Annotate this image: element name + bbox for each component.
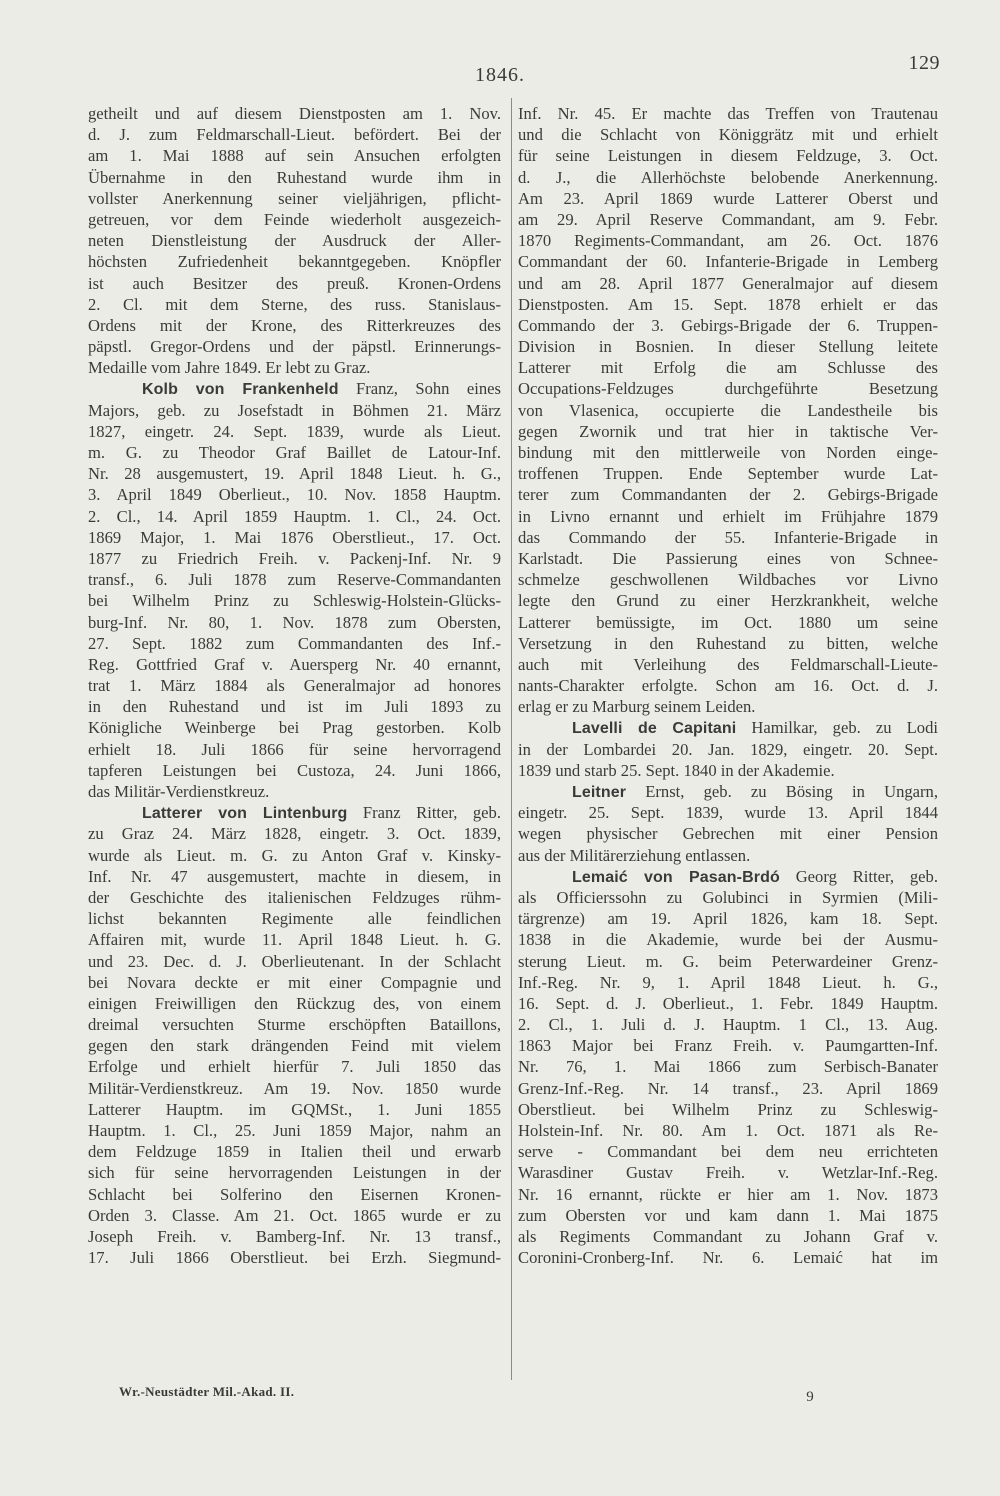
line-text: höchsten Zufriedenheit bekanntgegeben. Knöpfler xyxy=(88,252,501,272)
line-text: Holstein-Inf. Nr. 80. Am 1. Oct. 1871 als Re- xyxy=(518,1121,938,1140)
text-line xyxy=(88,1035,501,1056)
text-line xyxy=(88,1120,501,1141)
line-text: Franz, Sohn eines xyxy=(338,379,501,399)
text-line xyxy=(518,167,938,188)
line-text: Latterer Hauptm. im GQMSt., 1. Juni 1855 xyxy=(88,1099,501,1119)
text-line xyxy=(518,590,938,611)
text-line xyxy=(88,696,501,717)
text-line xyxy=(88,315,501,336)
line-text: 27. Sept. 1882 zum Commandanten des Inf.- xyxy=(88,633,501,653)
text-line xyxy=(518,633,938,654)
text-line xyxy=(518,1099,938,1120)
line-text: zum Obersten vor und kam dann 1. Mai 1875 xyxy=(518,1205,938,1225)
line-text: Versetzung in den Ruhestand zu bitten, welche xyxy=(518,633,938,653)
text-line xyxy=(88,103,501,124)
line-text: vollster Anerkennung seiner vieljährigen, pflicht- xyxy=(88,188,501,208)
line-text: Königliche Weinberge bei Prag gestorben. Kolb xyxy=(88,718,501,738)
line-text: von Vlasenica, occupierte die Landestheile bis xyxy=(518,400,938,420)
text-line xyxy=(88,484,501,505)
text-line xyxy=(88,1056,501,1077)
line-text: einigen Freiwilligen den Rückzug des, von einem xyxy=(88,993,501,1013)
right-text-column xyxy=(518,103,938,1378)
text-line xyxy=(88,273,501,294)
text-line xyxy=(88,188,501,209)
text-line xyxy=(518,1247,938,1268)
line-text: Dienstposten. Am 15. Sept. 1878 erhielt er das xyxy=(518,294,938,314)
text-line xyxy=(518,612,938,633)
line-text: Majors, geb. zu Josefstadt in Böhmen 21. März xyxy=(88,400,501,420)
line-text: Occupations-Feldzuges durchgeführte Besetzung xyxy=(518,379,938,399)
line-text: legte den Grund zu einer Herzkrankheit, welche xyxy=(518,591,938,611)
line-text: getreuen, vor dem Feinde wiederholt ausgezeich- xyxy=(88,209,501,229)
text-line xyxy=(88,400,501,421)
line-text: Hauptm. 1. Cl., 25. Juni 1859 Major, nahm an xyxy=(88,1121,501,1140)
line-text: Franz Ritter, geb. xyxy=(347,803,501,823)
text-line xyxy=(88,1078,501,1099)
line-text: getheilt und auf diesem Dienstposten am 1. Nov. xyxy=(88,104,501,123)
line-text: Ordens mit der Krone, des Ritterkreuzes des xyxy=(88,315,501,335)
line-text: Coronini-Cronberg-Inf. Nr. 6. Lemaić hat im xyxy=(518,1248,938,1268)
text-line xyxy=(88,357,501,378)
text-line xyxy=(518,929,938,950)
line-text: der Geschichte des italienischen Feldzuges rühm- xyxy=(88,887,501,907)
text-line xyxy=(88,675,501,696)
text-line xyxy=(518,1162,938,1183)
line-text: Militär-Verdienstkreuz. Am 19. Nov. 1850 wurde xyxy=(88,1078,501,1098)
text-line xyxy=(518,1078,938,1099)
line-text: serve - Commandant bei dem neu errichteten xyxy=(518,1142,938,1162)
text-line xyxy=(88,442,501,463)
text-line xyxy=(88,823,501,844)
line-text: Grenz-Inf.-Reg. Nr. 14 transf., 23. April 1869 xyxy=(518,1078,938,1098)
line-text: Latterer mit Erfolg die am Schlusse des xyxy=(518,358,938,378)
line-text: Georg Ritter, geb. xyxy=(779,866,938,886)
line-text: Inf. Nr. 47 ausgemustert, machte in diesem, in xyxy=(88,866,501,886)
text-line xyxy=(518,315,938,336)
footer-signature: Wr.-Neustädter Mil.-Akad. II. xyxy=(119,1384,295,1399)
line-text: Schlacht bei Solferino den Eisernen Kronen- xyxy=(88,1184,501,1204)
line-text: Affairen mit, wurde 11. April 1848 Lieut. h. G. xyxy=(88,930,501,950)
line-text: Karlstadt. Die Passierung eines von Schnee- xyxy=(518,548,938,568)
text-line xyxy=(518,442,938,463)
line-text: und am 28. April 1877 Generalmajor auf diesem xyxy=(518,273,938,293)
line-text: Division in Bosnien. In dieser Stellung leitete xyxy=(518,337,938,357)
line-text: tärgrenze) am 19. April 1826, kam 18. Sept. xyxy=(518,909,938,929)
line-text: aus der Militärerziehung entlassen. xyxy=(518,845,751,865)
text-line xyxy=(518,400,938,421)
text-line xyxy=(88,124,501,145)
text-line xyxy=(88,866,501,887)
text-line xyxy=(518,760,938,781)
text-line xyxy=(518,1120,938,1141)
line-text: 2. Cl., 14. April 1859 Hauptm. 1. Cl., 24. Oct. xyxy=(88,506,501,526)
entry-heading-line xyxy=(518,717,938,738)
line-text: d. J. zum Feldmarschall-Lieut. befördert. Bei der xyxy=(88,125,501,145)
text-line xyxy=(518,569,938,590)
text-line xyxy=(518,802,938,823)
text-line xyxy=(88,421,501,442)
text-line xyxy=(88,929,501,950)
text-line xyxy=(88,167,501,188)
text-line xyxy=(88,145,501,166)
text-line xyxy=(88,908,501,929)
text-line xyxy=(88,845,501,866)
text-line xyxy=(518,696,938,717)
line-text: wurde als Lieut. m. G. zu Anton Graf v. Kinsky- xyxy=(88,845,501,865)
line-text: Nr. 76, 1. Mai 1866 zum Serbisch-Banater xyxy=(518,1057,938,1077)
text-line xyxy=(518,1014,938,1035)
line-text: ist auch Besitzer des preuß. Kronen-Ordens xyxy=(88,273,501,293)
line-text: bindung mit den mittlerweile von Norden einge- xyxy=(518,443,938,462)
text-line xyxy=(88,1162,501,1183)
line-text: zu Graz 24. März 1828, eingetr. 3. Oct. 1839, xyxy=(88,824,501,844)
text-line xyxy=(518,251,938,272)
line-text: Medaille vom Jahre 1849. Er lebt zu Graz. xyxy=(88,358,371,378)
line-text: Inf.-Reg. Nr. 9, 1. April 1848 Lieut. h. G., xyxy=(518,972,938,992)
line-text: transf., 6. Juli 1878 zum Reserve-Commandanten xyxy=(88,570,501,590)
line-text: nants-Charakter erfolgte. Schon am 16. Oct. d. J. xyxy=(518,676,938,696)
entry-name: Latterer von Lintenburg xyxy=(142,805,348,823)
entry-name: Kolb von Frankenheld xyxy=(142,381,339,399)
line-text: 3. April 1849 Oberlieut., 10. Nov. 1858 Hauptm. xyxy=(88,485,501,505)
line-text: 16. Sept. d. J. Oberlieut., 1. Febr. 1849 Hauptm. xyxy=(518,993,938,1013)
text-line xyxy=(88,569,501,590)
line-text: das Commando der 55. Infanterie-Brigade in xyxy=(518,527,938,547)
line-text: 1839 und starb 25. Sept. 1840 in der Akademie. xyxy=(518,760,835,780)
line-text: 1863 Major bei Franz Freih. v. Paumgartten-Inf. xyxy=(518,1036,938,1056)
line-text: auch mit Verleihung des Feldmarschall-Lieute- xyxy=(518,654,938,674)
line-text: für seine Leistungen in diesem Feldzuge, 3. Oct. xyxy=(518,146,938,166)
line-text: in der Lombardei 20. Jan. 1829, eingetr. 20. Sept. xyxy=(518,739,938,759)
line-text: gegen Zwornik und trat hier in taktische Ver- xyxy=(518,421,938,441)
line-text: in den Ruhestand und ist im Juli 1893 zu xyxy=(88,697,501,717)
text-line xyxy=(518,548,938,569)
line-text: bei Wilhelm Prinz zu Schleswig-Holstein-Glücks- xyxy=(88,591,501,611)
line-text: Commandant der 60. Infanterie-Brigade in Lemberg xyxy=(518,252,938,272)
line-text: burg-Inf. Nr. 80, 1. Nov. 1878 zum Obersten, xyxy=(88,612,501,632)
text-line xyxy=(88,463,501,484)
text-line xyxy=(518,506,938,527)
text-line xyxy=(88,527,501,548)
running-header-year: 1846. xyxy=(475,64,525,86)
line-text: erhielt 18. Juli 1866 für seine hervorragend xyxy=(88,739,501,759)
page-number: 129 xyxy=(908,52,940,74)
text-line xyxy=(518,527,938,548)
column-divider xyxy=(511,98,512,1380)
line-text: Nr. 28 ausgemustert, 19. April 1848 Lieut. h. G., xyxy=(88,464,501,484)
line-text: d. J., die Allerhöchste belobende Anerkennung. xyxy=(518,167,938,187)
line-text: Ernst, geb. zu Bösing in Ungarn, xyxy=(626,782,938,801)
line-text: tapferen Leistungen bei Custoza, 24. Juni 1866, xyxy=(88,760,501,780)
entry-name: Leitner xyxy=(572,784,627,801)
text-line xyxy=(88,209,501,230)
line-text: terer zum Commandanten der 2. Gebirgs-Brigade xyxy=(518,485,938,505)
text-line xyxy=(518,1205,938,1226)
text-line xyxy=(88,251,501,272)
text-line xyxy=(518,484,938,505)
line-text: päpstl. Gregor-Ordens und der päpstl. Erinnerungs- xyxy=(88,337,501,357)
text-line xyxy=(518,654,938,675)
text-line xyxy=(88,993,501,1014)
text-line xyxy=(518,1035,938,1056)
line-text: Latterer bemüssigte, im Oct. 1880 um seine xyxy=(518,612,938,632)
line-text: 1827, eingetr. 24. Sept. 1839, wurde als Lieut. xyxy=(88,421,501,441)
text-line xyxy=(88,336,501,357)
text-line xyxy=(518,378,938,399)
line-text: troffenen Truppen. Ende September wurde Lat- xyxy=(518,464,938,484)
line-text: 1870 Regiments-Commandant, am 26. Oct. 1876 xyxy=(518,231,938,251)
line-text: 17. Juli 1866 Oberstlieut. bei Erzh. Siegmund- xyxy=(88,1248,501,1268)
line-text: und die Schlacht von Königgrätz mit und erhielt xyxy=(518,125,938,145)
entry-heading-line xyxy=(88,802,501,823)
text-line xyxy=(518,273,938,294)
text-line xyxy=(88,1184,501,1205)
text-line xyxy=(88,1247,501,1268)
text-line xyxy=(518,230,938,251)
line-text: neten Dienstleistung der Ausdruck der Aller- xyxy=(88,231,501,251)
line-text: und 23. Dec. d. J. Oberlieutenant. In der Schlacht xyxy=(88,951,501,971)
line-text: 1869 Major, 1. Mai 1876 Oberstlieut., 17. Oct. xyxy=(88,527,501,547)
text-line xyxy=(518,993,938,1014)
text-line xyxy=(88,612,501,633)
line-text: Am 23. April 1869 wurde Latterer Oberst und xyxy=(518,188,938,208)
line-text: sich für seine hervorragenden Leistungen in der xyxy=(88,1163,501,1183)
line-text: m. G. zu Theodor Graf Baillet de Latour-Inf. xyxy=(88,443,501,462)
text-line xyxy=(88,887,501,908)
text-line xyxy=(518,823,938,844)
text-line xyxy=(518,1056,938,1077)
line-text: bei Novara deckte er mit einer Compagnie und xyxy=(88,972,501,992)
text-line xyxy=(88,230,501,251)
text-line xyxy=(518,145,938,166)
text-line xyxy=(88,1205,501,1226)
text-line xyxy=(518,908,938,929)
line-text: Erfolge und erhielt hierfür 7. Juli 1850 das xyxy=(88,1057,501,1077)
text-line xyxy=(518,294,938,315)
line-text: gegen den stark drängenden Feind mit vielem xyxy=(88,1036,501,1056)
text-line xyxy=(88,717,501,738)
entry-heading-line xyxy=(88,378,501,399)
line-text: Reg. Gottfried Graf v. Auersperg Nr. 40 ernannt, xyxy=(88,654,501,674)
line-text: dreimal versuchten Sturme erschöpften Bataillons, xyxy=(88,1015,501,1035)
text-line xyxy=(88,506,501,527)
text-line xyxy=(88,294,501,315)
text-line xyxy=(518,463,938,484)
line-text: erlag er zu Marburg seinem Leiden. xyxy=(518,697,756,717)
line-text: Orden 3. Classe. Am 21. Oct. 1865 wurde er zu xyxy=(88,1205,501,1225)
line-text: schmelze geschwollenen Wildbaches vor Livno xyxy=(518,570,938,590)
text-line xyxy=(88,654,501,675)
text-line xyxy=(518,209,938,230)
line-text: sterung Lieut. m. G. beim Peterwardeiner Grenz- xyxy=(518,951,938,971)
text-line xyxy=(88,633,501,654)
text-line xyxy=(518,1141,938,1162)
text-line xyxy=(518,675,938,696)
line-text: 1877 zu Friedrich Freih. v. Packenj-Inf. Nr. 9 xyxy=(88,548,501,568)
line-text: wegen physischer Gebrechen mit einer Pension xyxy=(518,824,938,844)
text-line xyxy=(518,124,938,145)
line-text: am 1. Mai 1888 auf sein Ansuchen erfolgten xyxy=(88,146,501,166)
text-line xyxy=(88,548,501,569)
line-text: Inf. Nr. 45. Er machte das Treffen von Trautenau xyxy=(518,104,938,123)
text-line xyxy=(88,590,501,611)
line-text: dem Feldzuge 1859 in Italien theil und erwarb xyxy=(88,1142,501,1162)
line-text: Oberstlieut. bei Wilhelm Prinz zu Schleswig- xyxy=(518,1099,938,1119)
line-text: in Livno ernannt und erhielt im Frühjahre 1879 xyxy=(518,506,938,526)
text-line xyxy=(518,357,938,378)
line-text: eingetr. 25. Sept. 1839, wurde 13. April 1844 xyxy=(518,803,938,823)
text-line xyxy=(518,103,938,124)
line-text: Nr. 16 ernannt, rückte er hier am 1. Nov. 1873 xyxy=(518,1184,938,1204)
line-text: Commando der 3. Gebirgs-Brigade der 6. Truppen- xyxy=(518,315,938,335)
entry-name: Lemaić von Pasan-Brdó xyxy=(572,868,780,886)
text-line xyxy=(518,188,938,209)
text-line xyxy=(518,421,938,442)
entry-name: Lavelli de Capitani xyxy=(572,720,737,738)
text-line xyxy=(518,336,938,357)
line-text: als Officierssohn zu Golubinci in Syrmien (Mili- xyxy=(518,887,938,907)
entry-heading-line xyxy=(518,866,938,887)
line-text: Joseph Freih. v. Bamberg-Inf. Nr. 13 transf., xyxy=(88,1226,501,1246)
line-text: das Militär-Verdienstkreuz. xyxy=(88,782,270,801)
line-text: 1838 in die Akademie, wurde bei der Ausmu- xyxy=(518,930,938,950)
text-line xyxy=(88,781,501,802)
text-line xyxy=(88,951,501,972)
line-text: Hamilkar, geb. zu Lodi xyxy=(736,718,938,738)
line-text: 2. Cl., 1. Juli d. J. Hauptm. 1 Cl., 13. Aug. xyxy=(518,1015,938,1035)
text-line xyxy=(88,1099,501,1120)
line-text: am 29. April Reserve Commandant, am 9. Febr. xyxy=(518,209,938,229)
footer-signature-number: 9 xyxy=(806,1389,814,1405)
entry-heading-line xyxy=(518,781,938,802)
text-line xyxy=(518,1184,938,1205)
line-text: 2. Cl. mit dem Sterne, des russ. Stanislaus- xyxy=(88,294,501,314)
text-line xyxy=(88,1014,501,1035)
text-line xyxy=(518,739,938,760)
text-line xyxy=(518,887,938,908)
line-text: Warasdiner Gustav Freih. v. Wetzlar-Inf.-Reg. xyxy=(518,1163,938,1183)
text-line xyxy=(518,845,938,866)
text-line xyxy=(88,760,501,781)
text-line xyxy=(88,1141,501,1162)
text-line xyxy=(88,739,501,760)
text-line xyxy=(88,1226,501,1247)
line-text: als Regiments Commandant zu Johann Graf v. xyxy=(518,1226,938,1246)
left-text-column xyxy=(88,103,501,1378)
line-text: lichst bekannten Regimente alle feindlichen xyxy=(88,909,501,929)
text-line xyxy=(518,1226,938,1247)
text-line xyxy=(88,972,501,993)
text-line xyxy=(518,972,938,993)
text-line xyxy=(518,951,938,972)
line-text: trat 1. März 1884 als Generalmajor ad honores xyxy=(88,676,501,696)
line-text: Übernahme in den Ruhestand wurde ihm in xyxy=(88,167,501,187)
